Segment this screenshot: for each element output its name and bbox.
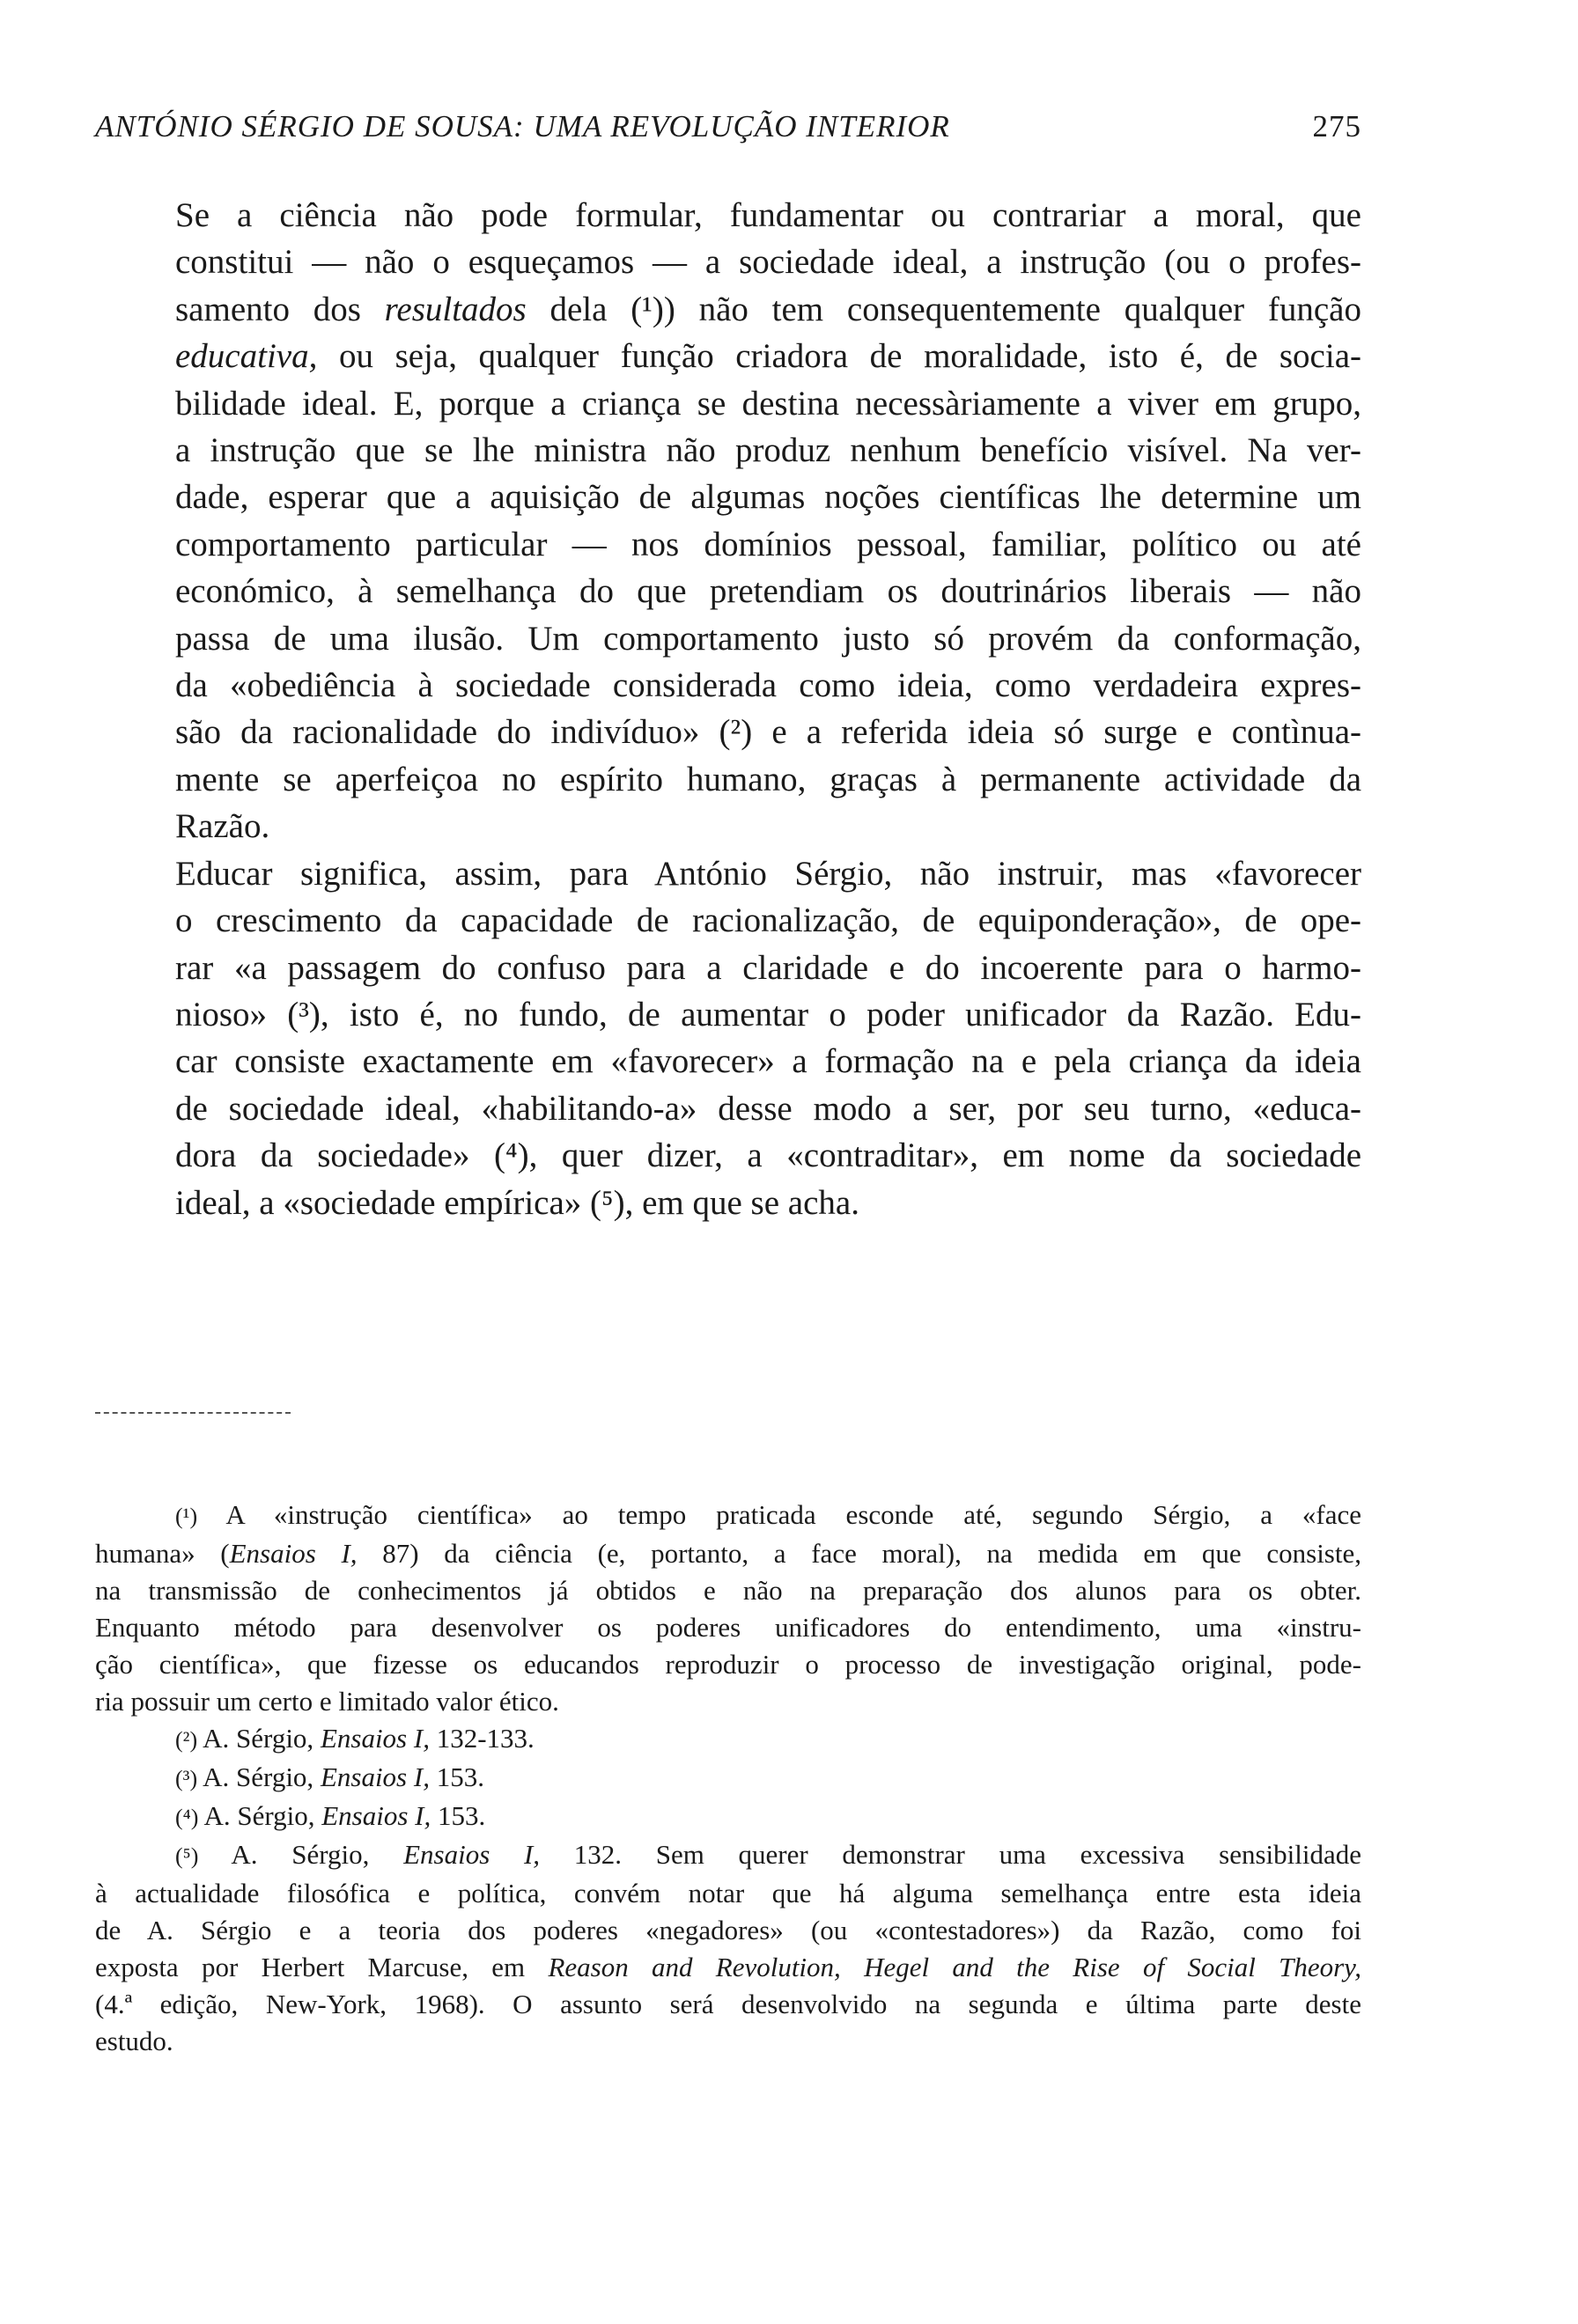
footnote-line: estudo. [95, 2026, 173, 2056]
text-line: mente se aperfeiçoa no espírito humano, graças à permanente actividade da [175, 760, 1361, 798]
text-run: 132. Sem querer demonstrar uma excessiva sensibilidade [540, 1839, 1361, 1870]
text-run: A «instrução científica» ao tempo praticada esconde até, segundo Sérgio, a «face [225, 1499, 1362, 1530]
text-line: o crescimento da capacidade de racionalização, de equiponderação», de ope- [175, 901, 1361, 940]
footnote-5 [95, 1836, 1361, 2060]
footnote-line [95, 1535, 1361, 1572]
footnote-4 [95, 1798, 1361, 1836]
footnote-line: Enquanto método para desenvolver os poderes unificadores do entendimento, uma «instru- [95, 1612, 1361, 1643]
page-number: 275 [1312, 109, 1361, 143]
text-line: constitui — não o esqueçamos — a sociedade ideal, a instrução (ou o profes- [175, 243, 1361, 282]
italic-term: Reason and Revolution, Hegel and the Rise of Social Theory, [548, 1952, 1361, 1982]
footnote-3 [95, 1759, 1361, 1798]
text-line: rar «a passagem do confuso para a claridade e do incoerente para o harmo- [175, 948, 1361, 987]
text-line: car consiste exactamente em «favorecer» a formação na e pela criança da ideia [175, 1042, 1361, 1081]
footnote-line: à actualidade filosófica e política, convém notar que há alguma semelhança entre esta ideia [95, 1878, 1361, 1908]
footnote-line: (4.ª edição, New-York, 1968). O assunto será desenvolvido na segunda e última parte deste [95, 1989, 1361, 2019]
text-line [95, 333, 1361, 379]
text-line: dora da sociedade» (⁴), quer dizer, a «contraditar», em nome da sociedade [175, 1136, 1361, 1175]
text-run: humana» ( [95, 1538, 230, 1569]
italic-term: Ensaios I, [403, 1839, 541, 1870]
text-line: nioso» (³), isto é, no fundo, de aumentar o poder unificador da Razão. Edu- [175, 995, 1361, 1033]
text-line: Educar significa, assim, para António Sérgio, não instruir, mas «favorecer [175, 854, 1361, 893]
text-line: da «obediência à sociedade considerada como ideia, como verdadeira expres- [175, 666, 1361, 705]
footnote-marker: (⁵) [175, 1843, 199, 1869]
italic-term: resultados [384, 290, 527, 328]
text-line: passa de uma ilusão. Um comportamento justo só provém da conformação, [175, 619, 1361, 658]
text-line: bilidade ideal. E, porque a criança se destina necessàriamente a viver em grupo, [175, 384, 1361, 423]
footnote-line: de A. Sérgio e a teoria dos poderes «negadores» (ou «contestadores») da Razão, como foi [95, 1915, 1361, 1945]
footnote-line [95, 1720, 1361, 1759]
text-run: A. Sérgio, [203, 1761, 321, 1792]
italic-term: Ensaios I, [321, 1800, 431, 1831]
text-run: 153. [431, 1800, 486, 1831]
text-run: 132-133. [429, 1723, 535, 1754]
footnote-1 [95, 1497, 1361, 1720]
text-line: de sociedade ideal, «habilitando-a» desse modo a ser, por seu turno, «educa- [175, 1089, 1361, 1128]
text-run: ou seja, qualquer função criadora de moralidade, isto é, de socia- [317, 337, 1361, 376]
text-run: 153. [429, 1761, 484, 1792]
page-header [95, 109, 1361, 153]
footnote-marker: (⁴) [175, 1805, 199, 1830]
footnote-line: ria possuir um certo e limitado valor ético. [95, 1686, 559, 1717]
footnote-line [95, 1759, 1361, 1798]
text-run: A. Sérgio, [203, 1723, 321, 1754]
footnote-line [95, 1949, 1361, 1986]
footnote-line: ção científica», que fizesse os educandos reproduzir o processo de investigação original, pode- [95, 1649, 1361, 1680]
text-line: comportamento particular — nos domínios pessoal, familiar, político ou até [175, 525, 1361, 563]
footnote-marker: (¹) [175, 1504, 198, 1529]
text-line: económico, à semelhança do que pretendiam os doutrinários liberais — não [175, 572, 1361, 611]
text-line [95, 286, 1361, 333]
paragraph-1 [95, 192, 1361, 850]
running-title: ANTÓNIO SÉRGIO DE SOUSA: UMA REVOLUÇÃO INTERIOR [95, 109, 950, 143]
text-line: dade, esperar que a aquisição de algumas noções científicas lhe determine um [175, 478, 1361, 517]
footnote-2 [95, 1720, 1361, 1759]
text-run: exposta por Herbert Marcuse, em [95, 1952, 549, 1982]
italic-term: educativa, [175, 337, 318, 376]
text-line: ideal, a «sociedade empírica» (⁵), em que se acha. [175, 1183, 859, 1222]
footnote-separator [95, 1412, 291, 1414]
text-line: a instrução que se lhe ministra não produz nenhum benefício visível. Na ver- [175, 431, 1361, 470]
footnote-marker: (³) [175, 1766, 198, 1791]
text-run: dela (¹)) não tem consequentemente qualquer função [526, 290, 1361, 328]
paragraph-2 [95, 850, 1361, 1226]
footnote-line [95, 1798, 1361, 1836]
footnote-marker: (²) [175, 1727, 198, 1753]
text-line: Razão. [175, 807, 270, 846]
footnote-line: na transmissão de conhecimentos já obtidos e não na preparação dos alunos para os obter. [95, 1575, 1361, 1606]
text-run: 87) da ciência (e, portanto, a face moral), na medida em que consiste, [357, 1538, 1361, 1569]
footnotes [95, 1497, 1361, 2060]
italic-term: Ensaios I, [229, 1538, 358, 1569]
footnote-line [95, 1836, 1361, 1875]
text-line: Se a ciência não pode formular, fundamentar ou contrariar a moral, que [175, 196, 1361, 234]
italic-term: Ensaios I, [320, 1723, 430, 1754]
footnote-line [95, 1497, 1361, 1535]
text-run: A. Sérgio, [203, 1800, 322, 1831]
text-run: samento dos [175, 290, 385, 328]
text-run: A. Sérgio, [231, 1839, 404, 1870]
text-line: são da racionalidade do indivíduo» (²) e a referida ideia só surge e contìnua- [175, 713, 1361, 752]
body-text [95, 192, 1361, 1226]
italic-term: Ensaios I, [320, 1761, 430, 1792]
